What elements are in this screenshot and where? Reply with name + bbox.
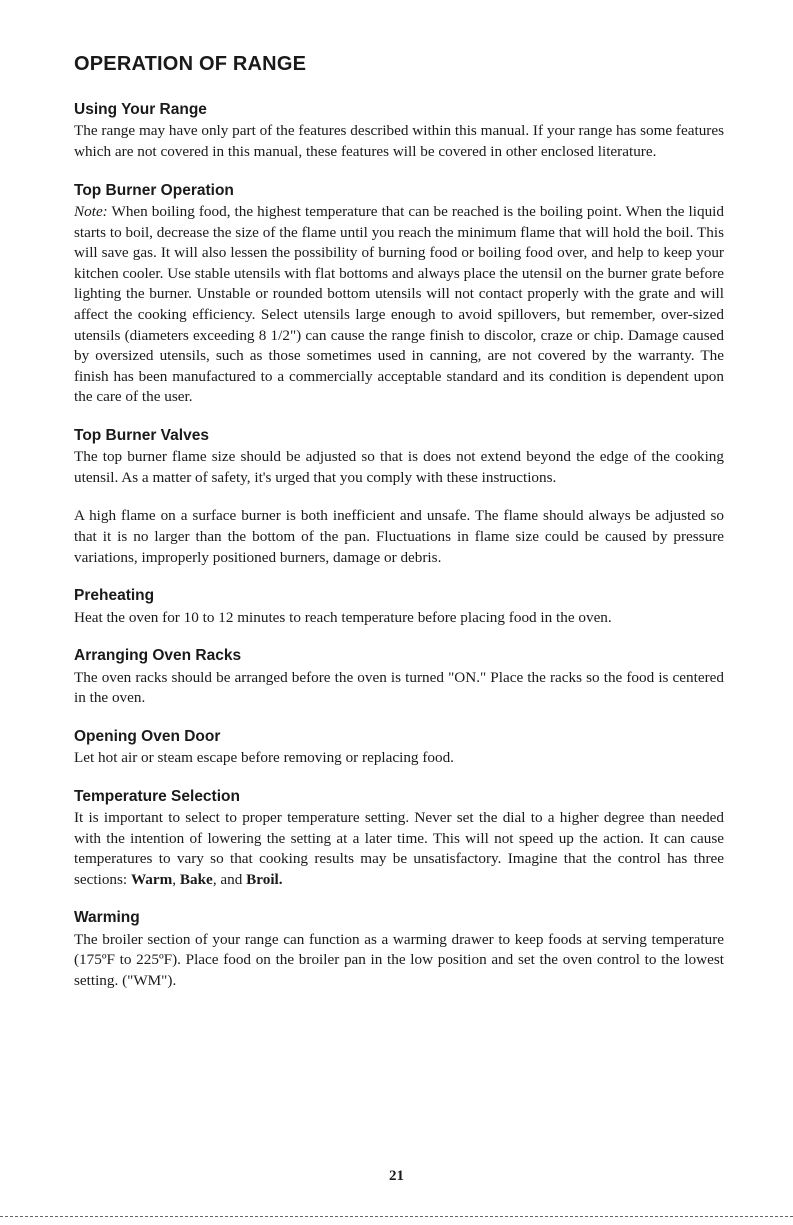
section-heading: Top Burner Operation — [74, 181, 234, 199]
section-heading: Preheating — [74, 587, 155, 605]
section-temperature-selection — [74, 787, 724, 891]
section-paragraph — [74, 202, 724, 408]
section-paragraph: The top burner flame size should be adjusted so that is does not extend beyond the edge of the cooking utensil. As a matter of safety, it's urged that you comply with these instructions. — [74, 448, 724, 486]
section-using-your-range — [74, 100, 724, 163]
section-paragraph: A high flame on a surface burner is both inefficient and unsafe. The flame should always be adjusted so that it is no larger than the bottom of the pan. Fluctuations in flame size could be caused by pressure variations, improperly positioned burners, damage or debris. — [74, 507, 724, 566]
section-paragraph: The broiler section of your range can function as a warming drawer to keep foods at serving temperature (175ºF to 225ºF). Place food on the broiler pan in the low position and set the oven control to the lowest setting. ("WM"). — [74, 930, 724, 990]
paragraph-text: It is important to select to proper temperature setting. Never set the dial to a higher degree than needed with the intention of lowering the setting at a later time. This will not speed up the action. It can cause temperatures to vary so that cooking results may be unsatisfactory. Imagine that the control has three sections: — [74, 809, 724, 888]
warm-label: Warm — [130, 870, 173, 888]
section-heading: Using Your Range — [74, 101, 207, 118]
separator-text: , and — [212, 870, 247, 888]
paragraph-text: When boiling food, the highest temperature that can be reached is the boiling point. When the liquid starts to boil, decrease the size of the flame until you reach the minimum flame that will hold the boil. This will save gas. It will also lessen the possibility of burning food or boiling food over, and help to keep your kitchen cooler. Use stable utensils with flat bottoms and always place the utensil on the burner grate before lighting the burner. Unstable or rounded bottom utensils will not contact properly with the grate and will affect the cooking efficiency. Select utensils large enough to avoid spillovers, but remember, over-sized utensils (diameters exceeding 8 1/2") can cause the range finish to discolor, craze or chip. Damage caused by oversized utensils, such as those sometimes used in canning, are not covered by the warranty. The finish has been manufactured to a commercially acceptable standard and its condition is dependent upon the care of the user. — [74, 202, 724, 406]
section-preheating — [74, 586, 724, 628]
section-paragraph: Let hot air or steam escape before removing or replacing food. — [74, 749, 454, 767]
page-number: 21 — [389, 1168, 404, 1184]
section-top-burner-operation — [74, 181, 724, 408]
note-label: Note: — [74, 202, 108, 220]
section-top-burner-valves — [74, 426, 724, 568]
manual-page — [74, 52, 724, 1010]
section-heading: Opening Oven Door — [74, 727, 221, 745]
section-heading: Temperature Selection — [74, 787, 240, 805]
section-heading: Arranging Oven Racks — [74, 647, 242, 665]
page-edge-divider — [0, 1216, 793, 1217]
section-paragraph — [74, 808, 724, 890]
bake-label: Bake — [179, 870, 213, 888]
broil-label: Broil. — [246, 870, 283, 888]
section-warming — [74, 908, 724, 991]
section-heading: Top Burner Valves — [74, 426, 209, 444]
section-arranging-oven-racks — [74, 646, 724, 709]
section-opening-oven-door — [74, 727, 724, 769]
page-title: OPERATION OF RANGE — [74, 53, 307, 75]
section-paragraph: Heat the oven for 10 to 12 minutes to reach temperature before placing food in the oven. — [74, 608, 612, 626]
section-heading: Warming — [74, 909, 140, 927]
section-paragraph: The range may have only part of the features described within this manual. If your range has some features which are not covered in this manual, these features will be covered in other enclosed literature. — [74, 122, 724, 160]
separator-text: , — [172, 870, 180, 888]
section-paragraph: The oven racks should be arranged before the oven is turned "ON." Place the racks so the food is centered in the oven. — [74, 668, 724, 707]
